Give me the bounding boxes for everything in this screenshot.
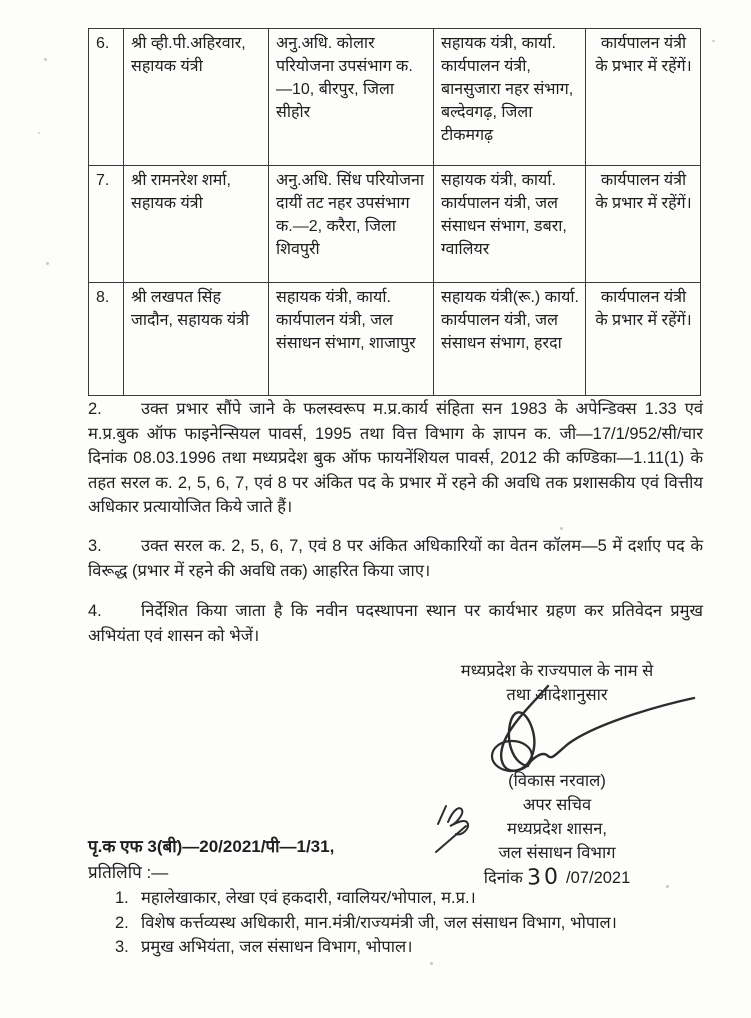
paragraph-text: उक्त प्रभार सौंपे जाने के फलस्वरूप म.प्र.कार्य संहिता सन 1983 के अपेन्डिक्स 1.33 एवं म.प्र.बुक ऑफ फाइनेन्सियल पावर्स, 1995 तथा वित्त विभाग के ज्ञापन क. जी—17/1/952/सी/चार दिनांक 08.03.1996 तथा मध्यप्रदेश बुक ऑफ फायनेंशियल पावर्स, 2012 की कण्डिका—1.11(1) के तहत सरल क. 2, 5, 6, 7, एवं 8 पर अंकित पद के प्रभार में रहने की अवधि तक प्रशासकीय एवं वित्तीय अधिकार प्रत्यायोजित किये जाते हैं।: [88, 400, 703, 516]
officer-charge-table: [88, 28, 701, 396]
current-posting: अनु.अधि. सिंध परियोजना दायीं तट नहर उपसंभाग क.—2, करैरा, जिला शिवपुरी: [269, 166, 434, 283]
paragraph-number: 3.: [88, 537, 102, 555]
copy-to-label: प्रतिलिपि :—: [88, 863, 169, 882]
copy-recipient-list: [115, 886, 617, 960]
paragraph-text: निर्देशित किया जाता है कि नवीन पदस्थापना स्थान पर कार्यभार ग्रहण कर प्रतिवेदन प्रमुख अभियंता एवं शासन को भेजें।: [88, 602, 703, 645]
copy-recipient: [115, 935, 617, 960]
new-posting: सहायक यंत्री, कार्या. कार्यपालन यंत्री, बानसुजारा नहर संभाग, बल्देवगढ़, जिला टीकमगढ़: [434, 29, 586, 166]
charge-remark: कार्यपालन यंत्री के प्रभार में रहेंगें।: [586, 283, 701, 396]
serial-number: 7.: [89, 166, 124, 283]
paragraph-4: [88, 599, 703, 648]
current-posting: सहायक यंत्री, कार्या. कार्यपालन यंत्री, जल संसाधन संभाग, शाजापुर: [269, 283, 434, 396]
paragraph-number: 2.: [88, 400, 102, 418]
copy-number: 1.: [115, 889, 129, 907]
new-posting: सहायक यंत्री(रू.) कार्या. कार्यपालन यंत्री, जल संसाधन संभाग, हरदा: [434, 283, 586, 396]
table-row: [89, 283, 701, 396]
officer-name: श्री लखपत सिंह जादौन, सहायक यंत्री: [124, 283, 269, 396]
table-row: [89, 29, 701, 166]
new-posting: सहायक यंत्री, कार्या. कार्यपालन यंत्री, जल संसाधन संभाग, डबरा, ग्वालियर: [434, 166, 586, 283]
handwritten-date-day: 30: [527, 864, 562, 891]
copy-recipient: [115, 886, 617, 911]
copy-text: प्रमुख अभियंता, जल संसाधन विभाग, भोपाल।: [141, 938, 413, 956]
paragraph-2: [88, 397, 703, 520]
scan-speck: [666, 885, 669, 888]
paragraph-number: 4.: [88, 602, 102, 620]
paragraph-text: उक्त सरल क. 2, 5, 6, 7, एवं 8 पर अंकित अधिकारियों का वेतन कॉलम—5 में दर्शाए पद के विरूद्ध (प्रभार में रहने की अवधि तक) आहरित किया जाए।: [88, 537, 703, 580]
officer-name: श्री व्ही.पी.अहिरवार, सहायक यंत्री: [124, 29, 269, 166]
scan-speck: [712, 40, 715, 42]
date-rest: /07/2021: [566, 869, 631, 887]
copy-text: विशेष कर्त्तव्यस्थ अधिकारी, मान.मंत्री/राज्यमंत्री जी, जल संसाधन विभाग, भोपाल।: [141, 913, 617, 932]
signatory-government: मध्यप्रदेश शासन,: [507, 820, 607, 838]
on-behalf-line: मध्यप्रदेश के राज्यपाल के नाम से: [460, 662, 654, 680]
signatory-department: जल संसाधन विभाग: [498, 844, 616, 862]
signatory-designation: अपर सचिव: [522, 796, 592, 814]
copy-text: महालेखाकार, लेखा एवं हकदारी, ग्वालियर/भोपाल, म.प्र.।: [141, 889, 476, 907]
charge-remark: कार्यपालन यंत्री के प्रभार में रहेंगें।: [586, 29, 701, 166]
signatory-name: (विकास नरवाल): [508, 772, 606, 790]
table-row: [89, 166, 701, 283]
signature-block: [403, 659, 711, 890]
scan-speck: [430, 962, 433, 965]
reference-number: पृ.क एफ 3(बी)—20/2021/पी—1/31,: [88, 837, 335, 856]
officer-name: श्री रामनरेश शर्मा, सहायक यंत्री: [124, 166, 269, 283]
charge-remark: कार्यपालन यंत्री के प्रभार में रहेंगें।: [586, 166, 701, 283]
date-label: दिनांक: [483, 869, 523, 887]
scan-speck: [46, 262, 49, 265]
copy-recipient: [115, 911, 617, 936]
copy-number: 2.: [115, 913, 129, 932]
serial-number: 6.: [89, 29, 124, 166]
scan-speck: [560, 527, 563, 530]
by-order-line: तथा आदेशानुसार: [506, 686, 608, 704]
serial-number: 8.: [89, 283, 124, 396]
scan-speck: [44, 58, 47, 61]
scan-speck: [38, 132, 40, 134]
copy-number: 3.: [115, 938, 129, 956]
current-posting: अनु.अधि. कोलार परियोजना उपसंभाग क.—10, बीरपुर, जिला सीहोर: [269, 29, 434, 166]
paragraph-3: [88, 534, 703, 583]
